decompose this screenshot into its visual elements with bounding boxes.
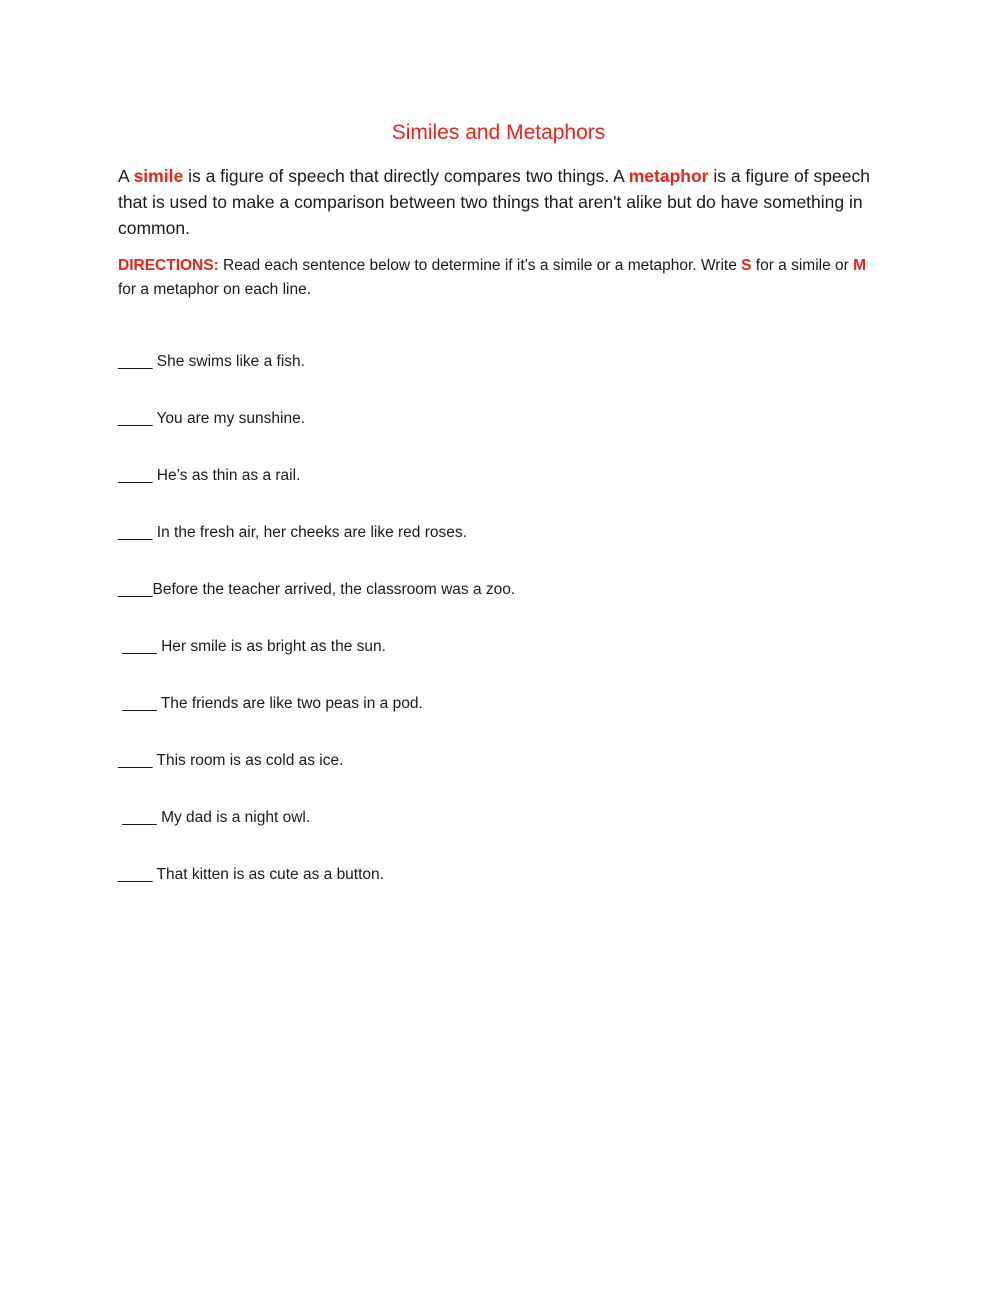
intro-text-2: is a figure of speech that directly compares two things. A	[183, 166, 629, 186]
directions-text-1: Read each sentence below to determine if it’s a simile or a metaphor. Write	[218, 257, 742, 274]
question-10: ____ That kitten is as cute as a button.	[118, 866, 384, 883]
intro-paragraph	[118, 163, 888, 241]
simile-letter: S	[741, 257, 752, 274]
question-4: ____ In the fresh air, her cheeks are like red roses.	[118, 524, 467, 541]
directions-text-2: for a simile or	[751, 257, 854, 274]
simile-term: simile	[133, 166, 184, 186]
page-title: Similes and Metaphors	[391, 121, 606, 144]
intro-text-3: is a figure of speech that is used to make a comparison between two things that aren't alike but do have something in common.	[118, 166, 870, 238]
question-8: ____ This room is as cold as ice.	[118, 752, 344, 769]
metaphor-term: metaphor	[628, 166, 709, 186]
directions-text-3: for a metaphor on each line.	[118, 280, 312, 298]
directions-paragraph	[118, 254, 888, 301]
intro-text-1: A	[118, 166, 134, 186]
question-1: ____ She swims like a fish.	[118, 353, 305, 370]
directions-label: DIRECTIONS:	[118, 257, 219, 274]
question-7: ____ The friends are like two peas in a pod.	[118, 695, 423, 712]
question-5: ____Before the teacher arrived, the classroom was a zoo.	[118, 581, 516, 598]
question-2: ____ You are my sunshine.	[118, 410, 305, 427]
question-9: ____ My dad is a night owl.	[118, 809, 311, 826]
question-3: ____ He’s as thin as a rail.	[118, 467, 301, 484]
question-6: ____ Her smile is as bright as the sun.	[118, 638, 386, 655]
metaphor-letter: M	[853, 257, 867, 274]
